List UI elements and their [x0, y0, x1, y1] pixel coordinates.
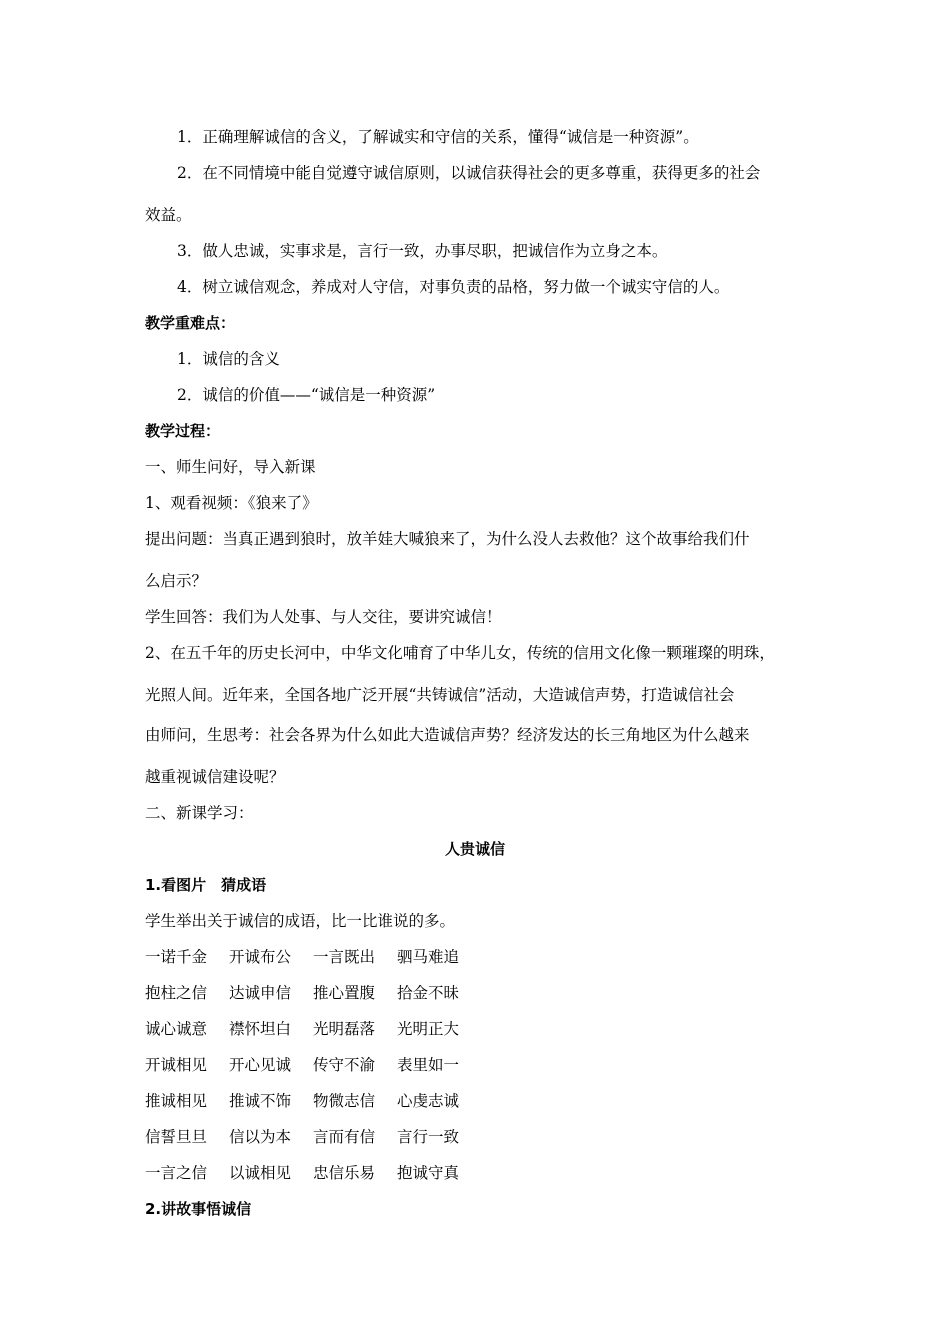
- idiom: 以诚相见: [229, 1164, 292, 1182]
- idiom: 开诚相见: [145, 1056, 208, 1074]
- idiom: 传守不渝: [313, 1056, 376, 1074]
- idiom: 言行一致: [397, 1128, 460, 1146]
- idiom-row: [145, 1162, 481, 1184]
- objective-1: 1．正确理解诚信的含义，了解诚实和守信的关系，懂得“诚信是一种资源”。: [177, 128, 699, 146]
- process-line: 2、在五千年的历史长河中，中华文化哺育了中华儿女，传统的信用文化像一颗璀璨的明珠，: [145, 644, 775, 662]
- activity-1-heading: 1.看图片 猜成语: [145, 876, 267, 894]
- process-line: 由师问，生思考：社会各界为什么如此大造诚信声势？经济发达的长三角地区为什么越来: [145, 726, 750, 744]
- key-point-2: 2．诚信的价值——“诚信是一种资源”: [177, 386, 436, 404]
- idiom: 光明磊落: [313, 1020, 376, 1038]
- process-line: 二、新课学习：: [145, 804, 254, 822]
- idiom: 诚心诚意: [145, 1020, 208, 1038]
- process-line: 提出问题：当真正遇到狼时，放羊娃大喊狼来了，为什么没人去救他？这个故事给我们什: [145, 530, 750, 548]
- process-line: 1、观看视频：《狼来了》: [145, 494, 318, 512]
- idiom: 开心见诚: [229, 1056, 292, 1074]
- idiom: 信以为本: [229, 1128, 292, 1146]
- idiom: 信誓旦旦: [145, 1128, 208, 1146]
- idiom-row: [145, 982, 481, 1004]
- activity-1-instruction: 学生举出关于诚信的成语，比一比谁说的多。: [145, 912, 456, 930]
- process-line: 越重视诚信建设呢？: [145, 768, 285, 786]
- process-line: 一、师生问好，导入新课: [145, 458, 316, 476]
- idiom: 拾金不昧: [397, 984, 460, 1002]
- idiom-row: [145, 1018, 481, 1040]
- idiom: 言而有信: [313, 1128, 376, 1146]
- key-points-heading: 教学重难点：: [145, 314, 236, 332]
- idiom: 推心置腹: [313, 984, 376, 1002]
- section-title: 人贵诚信: [444, 840, 505, 858]
- idiom-row: [145, 1054, 481, 1076]
- objective-2: 2．在不同情境中能自觉遵守诚信原则，以诚信获得社会的更多尊重，获得更多的社会: [177, 164, 761, 182]
- idiom: 一诺千金: [145, 948, 208, 966]
- idiom: 襟怀坦白: [229, 1020, 292, 1038]
- objective-4: 4．树立诚信观念，养成对人守信，对事负责的品格，努力做一个诚实守信的人。: [177, 278, 730, 296]
- activity-2-heading: 2.讲故事悟诚信: [145, 1200, 252, 1218]
- idiom: 物微志信: [313, 1092, 376, 1110]
- process-line: 么启示？: [145, 572, 208, 590]
- idiom: 抱诚守真: [397, 1164, 460, 1182]
- idiom: 驷马难追: [397, 948, 460, 966]
- idiom: 一言之信: [145, 1164, 208, 1182]
- idiom-row: [145, 1126, 481, 1148]
- idiom: 忠信乐易: [313, 1164, 376, 1182]
- key-point-1: 1．诚信的含义: [177, 350, 280, 368]
- idiom: 推诚相见: [145, 1092, 208, 1110]
- process-line: 光照人间。近年来，全国各地广泛开展“共铸诚信”活动，大造诚信声势，打造诚信社会: [145, 686, 735, 704]
- idiom: 一言既出: [313, 948, 376, 966]
- idiom: 光明正大: [397, 1020, 460, 1038]
- idiom-row: [145, 946, 481, 968]
- idiom: 抱柱之信: [145, 984, 208, 1002]
- idiom: 表里如一: [397, 1056, 460, 1074]
- idiom: 推诚不饰: [229, 1092, 292, 1110]
- idiom: 达诚申信: [229, 984, 292, 1002]
- objective-2-continued: 效益。: [145, 206, 192, 224]
- idiom: 开诚布公: [229, 948, 292, 966]
- objective-3: 3．做人忠诚，实事求是，言行一致，办事尽职，把诚信作为立身之本。: [177, 242, 668, 260]
- process-line: 学生回答：我们为人处事、与人交往，要讲究诚信！: [145, 608, 502, 626]
- idiom-row: [145, 1090, 481, 1112]
- process-heading: 教学过程：: [145, 422, 221, 440]
- idiom: 心虔志诚: [397, 1092, 460, 1110]
